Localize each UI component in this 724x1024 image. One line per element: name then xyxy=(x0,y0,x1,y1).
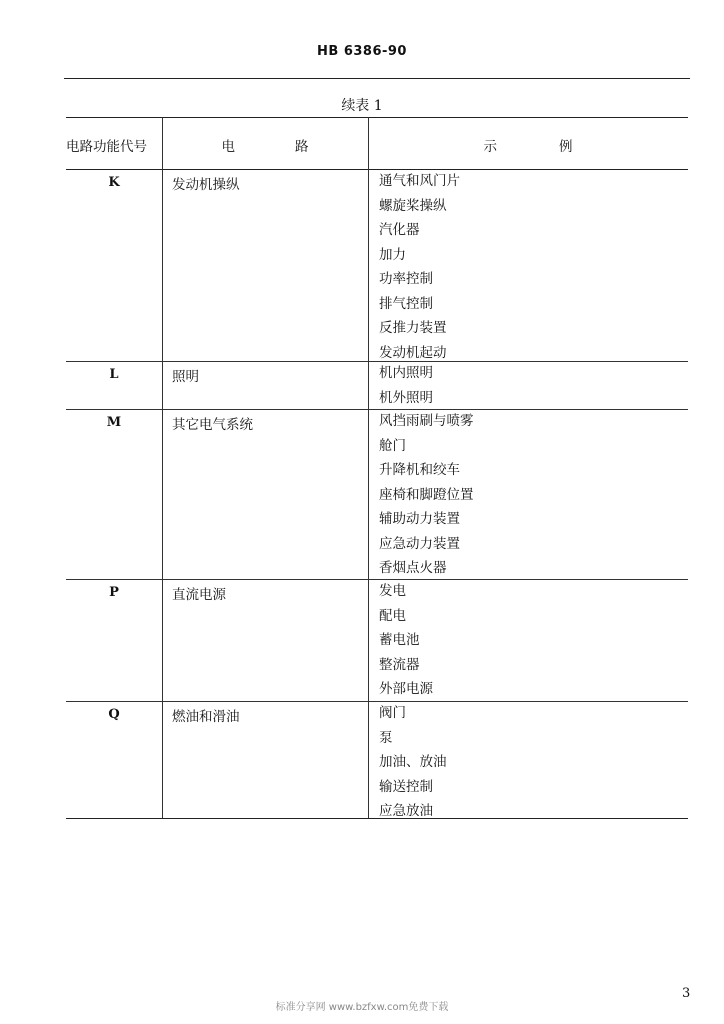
example-item: 反推力装置 xyxy=(379,320,447,336)
header-code: 电路功能代号 xyxy=(66,139,147,155)
example-item: 风挡雨刷与喷雾 xyxy=(379,413,474,429)
example-item: 螺旋桨操纵 xyxy=(379,197,447,214)
example-item: 泵 xyxy=(379,729,393,746)
group-code: M xyxy=(106,415,122,430)
header-circuit-char-2: 路 xyxy=(295,139,309,155)
group-circuit: 照明 xyxy=(172,369,199,385)
example-item: 加油、放油 xyxy=(379,754,447,770)
header-example xyxy=(368,135,688,155)
group-circuit: 燃油和滑油 xyxy=(172,709,240,725)
example-item: 发电 xyxy=(379,583,406,599)
header-circuit xyxy=(162,135,368,155)
group-code: P xyxy=(109,585,119,600)
column-divider xyxy=(368,117,369,818)
column-divider xyxy=(162,117,163,818)
group-circuit: 其它电气系统 xyxy=(172,417,253,433)
example-item: 舱门 xyxy=(379,437,406,454)
standard-code: HB 6386-90 xyxy=(317,44,407,59)
page-number: 3 xyxy=(682,986,691,1001)
example-item: 香烟点火器 xyxy=(379,560,447,576)
group-examples xyxy=(379,701,447,824)
group-examples xyxy=(379,361,433,410)
group-examples xyxy=(379,169,460,365)
example-item: 配电 xyxy=(379,607,406,624)
table-caption: 续表 1 xyxy=(341,98,383,114)
example-item: 升降机和绞车 xyxy=(379,462,460,478)
example-item: 应急放油 xyxy=(379,803,433,819)
example-item: 发动机起动 xyxy=(379,344,447,361)
example-item: 阀门 xyxy=(379,705,406,721)
group-examples xyxy=(379,409,474,581)
header-example-char-1: 示 xyxy=(483,139,497,155)
example-item: 排气控制 xyxy=(379,295,433,312)
group-rule xyxy=(66,701,688,702)
group-code: K xyxy=(108,175,120,190)
example-item: 整流器 xyxy=(379,656,420,673)
example-item: 蓄电池 xyxy=(379,632,420,648)
group-code: L xyxy=(109,367,119,382)
example-item: 功率控制 xyxy=(379,271,433,287)
example-item: 汽化器 xyxy=(379,222,420,238)
example-item: 输送控制 xyxy=(379,778,433,795)
example-item: 机外照明 xyxy=(379,389,433,406)
group-circuit: 发动机操纵 xyxy=(172,177,240,193)
group-rule xyxy=(66,361,688,362)
example-item: 应急动力装置 xyxy=(379,535,460,552)
group-rule xyxy=(66,579,688,580)
header-example-char-2: 例 xyxy=(559,139,573,155)
table-top-rule xyxy=(66,117,688,118)
table-header-rule xyxy=(66,169,688,170)
example-item: 外部电源 xyxy=(379,681,433,697)
example-item: 通气和风门片 xyxy=(379,173,460,189)
group-circuit: 直流电源 xyxy=(172,587,226,603)
example-item: 座椅和脚蹬位置 xyxy=(379,486,474,503)
header-circuit-char-1: 电 xyxy=(221,139,235,155)
example-item: 辅助动力装置 xyxy=(379,511,460,527)
example-item: 机内照明 xyxy=(379,365,433,381)
example-item: 加力 xyxy=(379,246,406,263)
group-examples xyxy=(379,579,433,702)
header-rule xyxy=(64,78,690,79)
table-bottom-rule xyxy=(66,818,688,819)
footer-watermark: 标准分享网 www.bzfxw.com免费下载 xyxy=(275,1002,449,1013)
group-rule xyxy=(66,409,688,410)
group-code: Q xyxy=(108,707,120,722)
